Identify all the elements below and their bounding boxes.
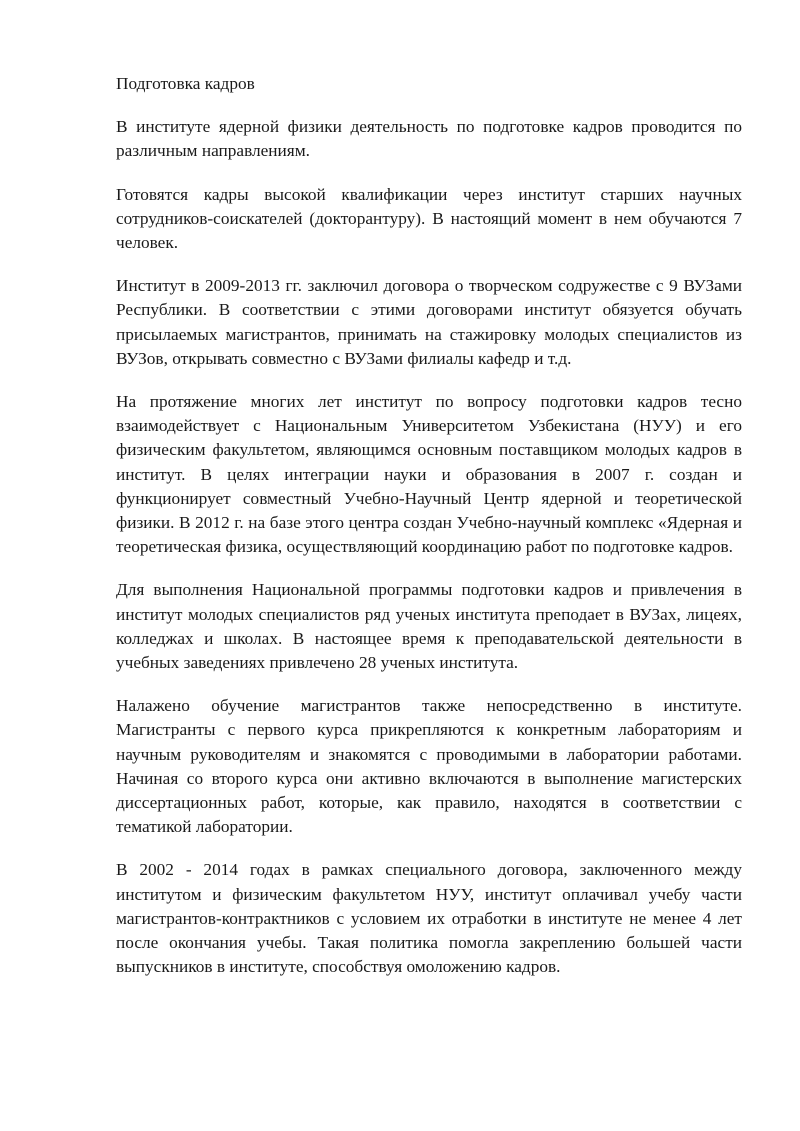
document-page [116,72,742,999]
paragraph-2: Готовятся кадры высокой квалификации через институт старших научных сотрудников-соискателей (докторантуру). В настоящий момент в нем обучаются 7 человек. [116,184,742,253]
paragraph-1: В институте ядерной физики деятельность по подготовке кадров проводится по различным направлениям. [116,117,742,161]
paragraph-4: На протяжение многих лет институт по вопросу подготовки кадров тесно взаимодействует с Национальным Университетом Узбекистана (НУУ) и его физическим факультетом, являющимся основным поставщиком молодых кадров в институт. В целях интеграции науки и образования в 2007 г. создан и функционирует совместный Учебно-Научный Центр ядерной и теоретической физики. В 2012 г. на базе этого центра создан Учебно-научный комплекс «Ядерная и теоретическая физика, осуществляющий координацию работ по подготовке кадров. [116,392,742,557]
paragraph-6: Налажено обучение магистрантов также непосредственно в институте. Магистранты с первого курса прикрепляются к конкретным лабораториям и научным руководителям и знакомятся с проводимыми в лаборатории работами. Начиная со второго курса они активно включаются в выполнение магистерских диссертационных работ, которые, как правило, находятся в соответствии с тематикой лаборатории. [116,696,742,837]
paragraph-5: Для выполнения Национальной программы подготовки кадров и привлечения в институт молодых специалистов ряд ученых института преподает в ВУЗах, лицеях, колледжах и школах. В настоящее время к преподавательской деятельности в учебных заведениях привлечено 28 ученых института. [116,580,742,673]
document-title: Подготовка кадров [116,74,255,93]
paragraph-7: В 2002 - 2014 годах в рамках специального договора, заключенного между институтом и физическим факультетом НУУ, институт оплачивал учебу части магистрантов-контрактников с условием их отработки в институте не менее 4 лет после окончания учебы. Такая политика помогла закреплению большей части выпускников в институте, способствуя омоложению кадров. [116,860,742,977]
paragraph-3: Институт в 2009-2013 гг. заключил договора о творческом содружестве с 9 ВУЗами Республики. В соответствии с этими договорами институт обязуется обучать присылаемых магистрантов, принимать на стажировку молодых специалистов из ВУЗов, открывать совместно с ВУЗами филиалы кафедр и т.д. [116,276,742,368]
